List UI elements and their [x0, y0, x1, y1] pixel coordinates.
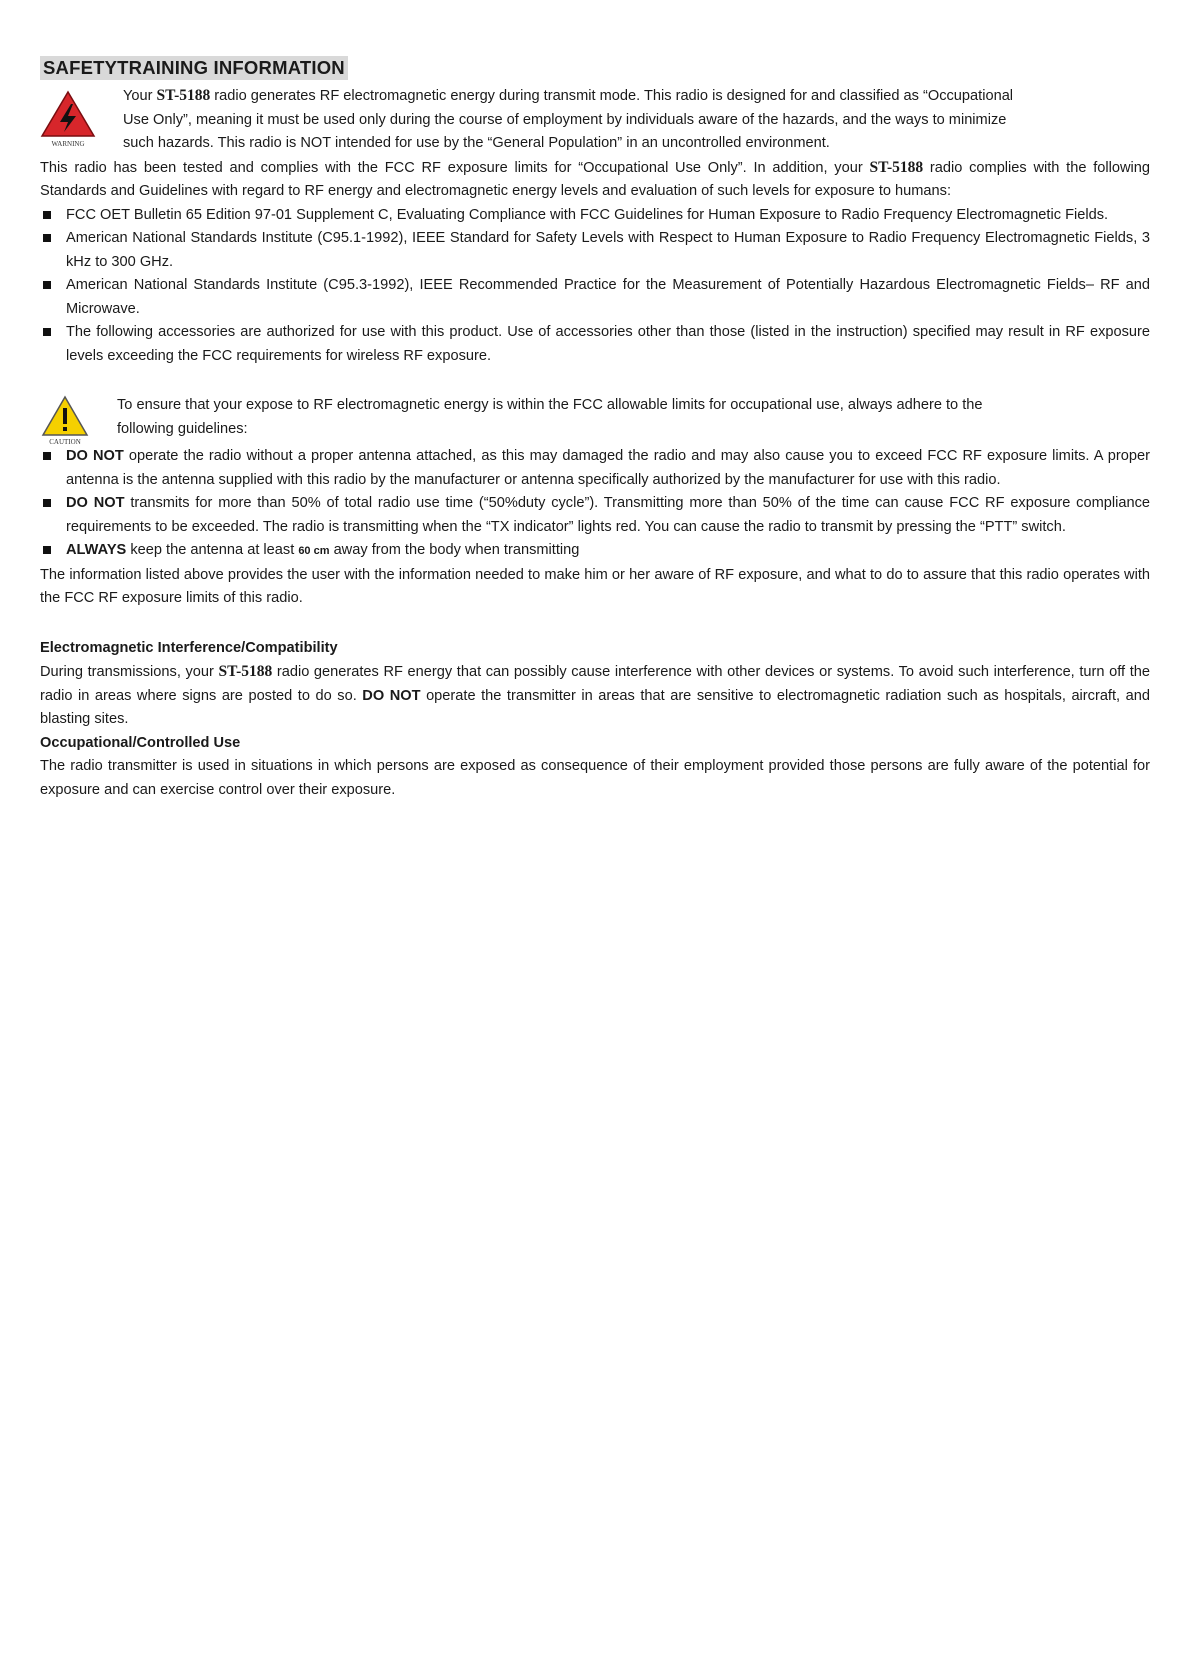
guidelines-list [40, 445, 1150, 564]
list-item: The following accessories are authorized for use with this product. Use of accessories other than those (listed in the instruction) specified may result in RF exposure levels exceeding the FCC requirements for wireless RF exposure. [40, 321, 1150, 368]
emi-pre: During transmissions, your [40, 664, 219, 680]
list-item [40, 445, 1150, 492]
emi-post: operate the transmitter in areas that are sensitive to electromagnetic radiation such as hospitals, aircraft, and blasting sites. [40, 687, 1150, 727]
guideline-text: operate the radio without a proper antenna attached, as this may damaged the radio and may also cause you to exceed FCC RF exposure limits. A proper antenna is the antenna supplied with this radio by the manufacturer or antenna specifically authorized by the manufacturer for use with this radio. [66, 448, 1150, 488]
guideline-text: keep the antenna at least [126, 542, 299, 558]
caution-line-1: To ensure that your expose to RF electromagnetic energy is within the FCC allowable limits for occupational use, always adhere to the [117, 397, 983, 413]
intro-line-2: Use Only”, meaning it must be used only during the course of employment by individuals aware of the hazards, and the ways to minimize [123, 111, 1007, 128]
tested-post: radio complies with the following Standards and Guidelines with regard to RF energy and electromagnetic energy levels and evaluation of such levels for exposure to humans: [40, 159, 1150, 199]
caution-block [40, 394, 1150, 446]
caution-line-2: following guidelines: [117, 420, 248, 437]
caution-caption: CAUTION [49, 438, 81, 446]
always-label: ALWAYS [66, 542, 127, 558]
page-title: SAFETYTRAINING INFORMATION [40, 56, 348, 80]
emi-paragraph [40, 660, 1150, 732]
list-item: FCC OET Bulletin 65 Edition 97-01 Supplement C, Evaluating Compliance with FCC Guidelines for Human Exposure to Radio Frequency Electromagnetic Fields. [40, 204, 1150, 228]
guideline-text: away from the body when transmitting [329, 542, 580, 558]
emi-mid: radio generates RF energy that can possibly cause interference with other devices or systems. To avoid such interference, turn off the radio in areas where signs are posted to do so. [40, 664, 1151, 704]
intro-line-3: such hazards. This radio is NOT intended for use by the “General Population” in an uncontrolled environment. [123, 135, 830, 151]
list-item: American National Standards Institute (C95.3-1992), IEEE Recommended Practice for the Measurement of Potentially Hazardous Electromagnetic Fields– RF and Microwave. [40, 274, 1150, 321]
distance-value: 60 cm [298, 545, 330, 557]
list-item: American National Standards Institute (C95.1-1992), IEEE Standard for Safety Levels with Respect to Human Exposure to Radio Frequency Electromagnetic Fields, 3 kHz to 300 GHz. [40, 227, 1150, 274]
warning-icon [40, 90, 96, 148]
do-not-label: DO NOT [66, 448, 124, 464]
emi-heading: Electromagnetic Interference/Compatibility [40, 639, 338, 656]
occupational-heading: Occupational/Controlled Use [40, 734, 241, 751]
occupational-paragraph: The radio transmitter is used in situations in which persons are exposed as consequence of their employment provided those persons are fully aware of the potential for exposure and can exercise control over their exposure. [40, 758, 1150, 798]
do-not-label: DO NOT [66, 495, 125, 511]
model-name: ST-5188 [218, 663, 273, 680]
document-page [40, 56, 1150, 802]
intro-line-1-post: radio generates RF electromagnetic energy during transmit mode. This radio is designed for and classified as “Occupational [210, 88, 1014, 104]
do-not-label: DO NOT [362, 687, 421, 704]
summary-paragraph: The information listed above provides the user with the information needed to make him or her aware of RF exposure, and what to do to assure that this radio operates with the FCC RF exposure limits of this radio. [40, 566, 1150, 606]
caution-icon [40, 394, 90, 446]
model-name: ST-5188 [869, 158, 924, 176]
list-item [40, 539, 1150, 564]
tested-pre: This radio has been tested and complies with the FCC RF exposure limits for “Occupational Use Only”. In addition, your [40, 159, 870, 176]
guideline-text: transmits for more than 50% of total radio use time (“50%duty cycle”). Transmitting more than 50% of the time can cause FCC RF exposure compliance requirements to be exceeded. The radio is transmitting when the “TX indicator” lights red. You can cause the radio to transmit by pressing the “PTT” switch. [66, 495, 1150, 535]
model-name: ST-5188 [156, 87, 211, 104]
warning-block [40, 84, 1150, 156]
standards-list [40, 204, 1150, 369]
tested-paragraph [40, 156, 1150, 204]
list-item [40, 492, 1150, 539]
warning-caption: WARNING [51, 140, 85, 148]
intro-line-1-pre: Your [123, 88, 157, 104]
